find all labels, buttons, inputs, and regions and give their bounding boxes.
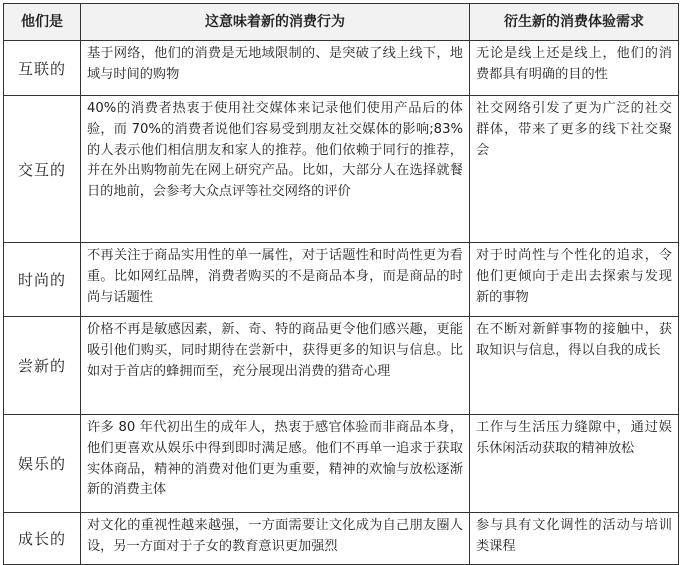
demand-cell: 对于时尚性与个性化的追求，令他们更倾向于走出去探索与发现新的事物 bbox=[470, 243, 679, 317]
demand-cell: 工作与生活压力缝隙中，通过娱乐休闲活动获取的精神放松 bbox=[470, 415, 679, 513]
category-cell: 娱乐的 bbox=[4, 415, 81, 513]
behavior-cell: 40%的消费者热衷于使用社交媒体来记录他们使用产品后的体验，而 70%的消费者说他们容易受到朋友社交媒体的影响;83%的人表示他们相信朋友和家人的推荐。他们依赖于同行的推荐，并在外出购物前先在网上研究产品。比如，大部分人在选择就餐日的地前，会参考大众点评等社交网络的评价 bbox=[81, 96, 470, 243]
consumer-behavior-table bbox=[3, 3, 679, 565]
behavior-cell: 基于网络，他们的消费是无地域限制的、是突破了线上线下，地域与时间的购物 bbox=[81, 41, 470, 96]
header-new-behavior: 这意味着新的消费行为 bbox=[81, 4, 470, 41]
table-row bbox=[4, 317, 679, 415]
category-cell: 互联的 bbox=[4, 41, 81, 96]
demand-cell: 在不断对新鲜事物的接触中，获取知识与信息，得以自我的成长 bbox=[470, 317, 679, 415]
category-cell: 时尚的 bbox=[4, 243, 81, 317]
demand-cell: 社交网络引发了更为广泛的社交群体，带来了更多的线下社交聚会 bbox=[470, 96, 679, 243]
table-header-row bbox=[4, 4, 679, 41]
table-row bbox=[4, 96, 679, 243]
table-row bbox=[4, 513, 679, 565]
table-row bbox=[4, 415, 679, 513]
table-row bbox=[4, 243, 679, 317]
header-who: 他们是 bbox=[4, 4, 81, 41]
demand-cell: 参与具有文化调性的活动与培训类课程 bbox=[470, 513, 679, 565]
behavior-cell: 许多 80 年代初出生的成年人，热衷于感官体验而非商品本身，他们更喜欢从娱乐中得到即时满足感。他们不再单一追求于获取实体商品，精神的消费对他们更为重要，精神的欢愉与放松逐渐新的消费主体 bbox=[81, 415, 470, 513]
behavior-cell: 不再关注于商品实用性的单一属性，对于话题性和时尚性更为看重。比如网红品牌，消费者购买的不是商品本身，而是商品的时尚与话题性 bbox=[81, 243, 470, 317]
behavior-cell: 价格不再是敏感因素，新、奇、特的商品更令他们感兴趣，更能吸引他们购买，同时期待在尝新中，获得更多的知识与信息。比如对于首店的蜂拥而至，充分展现出消费的猎奇心理 bbox=[81, 317, 470, 415]
header-new-demand: 衍生新的消费体验需求 bbox=[470, 4, 679, 41]
table-row bbox=[4, 41, 679, 96]
category-cell: 成长的 bbox=[4, 513, 81, 565]
behavior-cell: 对文化的重视性越来越强，一方面需要让文化成为自己朋友圈人设，另一方面对于子女的教育意识更加强烈 bbox=[81, 513, 470, 565]
category-cell: 交互的 bbox=[4, 96, 81, 243]
demand-cell: 无论是线上还是线上，他们的消费都具有明确的目的性 bbox=[470, 41, 679, 96]
category-cell: 尝新的 bbox=[4, 317, 81, 415]
